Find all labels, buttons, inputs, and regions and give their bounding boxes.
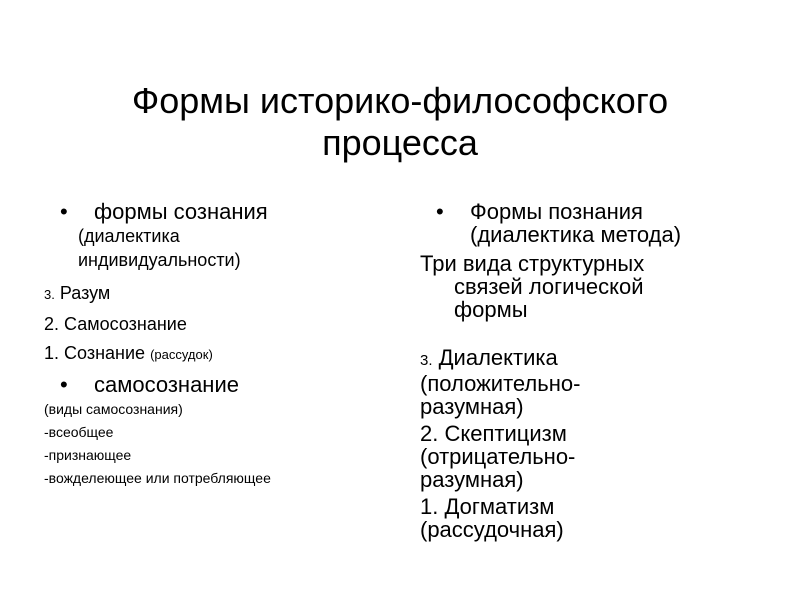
item-number: 3. (44, 287, 55, 302)
item-number: 1. (44, 343, 60, 363)
item-text: Разум (59, 283, 111, 303)
list-item-reason (44, 282, 394, 306)
list-item-self-consciousness (44, 313, 394, 335)
item-line: разумная) (420, 394, 524, 419)
item-line: (рассудочная) (420, 517, 564, 542)
bullet-forms-of-consciousness: • формы сознания (44, 200, 394, 224)
item-text: Сознание (64, 343, 146, 363)
types-header: (виды самосознания) (44, 401, 183, 417)
heading-line: Три вида структурных (420, 251, 645, 276)
title-line: Формы историко-философского (131, 80, 669, 121)
heading-line: формы (454, 297, 528, 322)
bullet-subtext (44, 224, 394, 272)
left-column (44, 200, 394, 493)
item-line: (положительно- (420, 371, 581, 396)
bullet-forms-of-cognition (420, 200, 790, 246)
spacer (420, 321, 790, 346)
item-note: (рассудок) (150, 347, 213, 362)
title-line: процесса (322, 122, 478, 163)
three-types-heading (420, 252, 790, 321)
bullet-line: (диалектика метода) (470, 222, 682, 247)
item-line: разумная) (420, 467, 524, 492)
item-line: (отрицательно- (420, 444, 576, 469)
bullet-self-consciousness: • самосознание (44, 373, 394, 397)
item-line (420, 345, 790, 372)
subtext-line: индивидуальности) (78, 250, 241, 270)
item-line: 2. Скептицизм (420, 421, 567, 446)
item-number: 2. (44, 314, 60, 334)
item-line: 1. Догматизм (420, 494, 555, 519)
slide-title (60, 80, 740, 164)
right-column (420, 200, 790, 541)
item-text: Диалектика (438, 345, 558, 370)
heading-line: связей логической (454, 274, 644, 299)
type-item: -всеобщее (44, 424, 114, 440)
type-item: -вожделеющее или потребляющее (44, 470, 271, 486)
list-item-skepticism (420, 422, 790, 491)
list-item-dogmatism (420, 495, 790, 541)
item-number: 3. (420, 352, 433, 369)
list-item-dialectics (420, 346, 790, 418)
item-text: Самосознание (64, 314, 187, 334)
list-item-consciousness (44, 342, 394, 366)
subtext-line: (диалектика (78, 226, 180, 246)
bullet-line: • Формы познания (470, 199, 643, 224)
type-item: -признающее (44, 447, 132, 463)
